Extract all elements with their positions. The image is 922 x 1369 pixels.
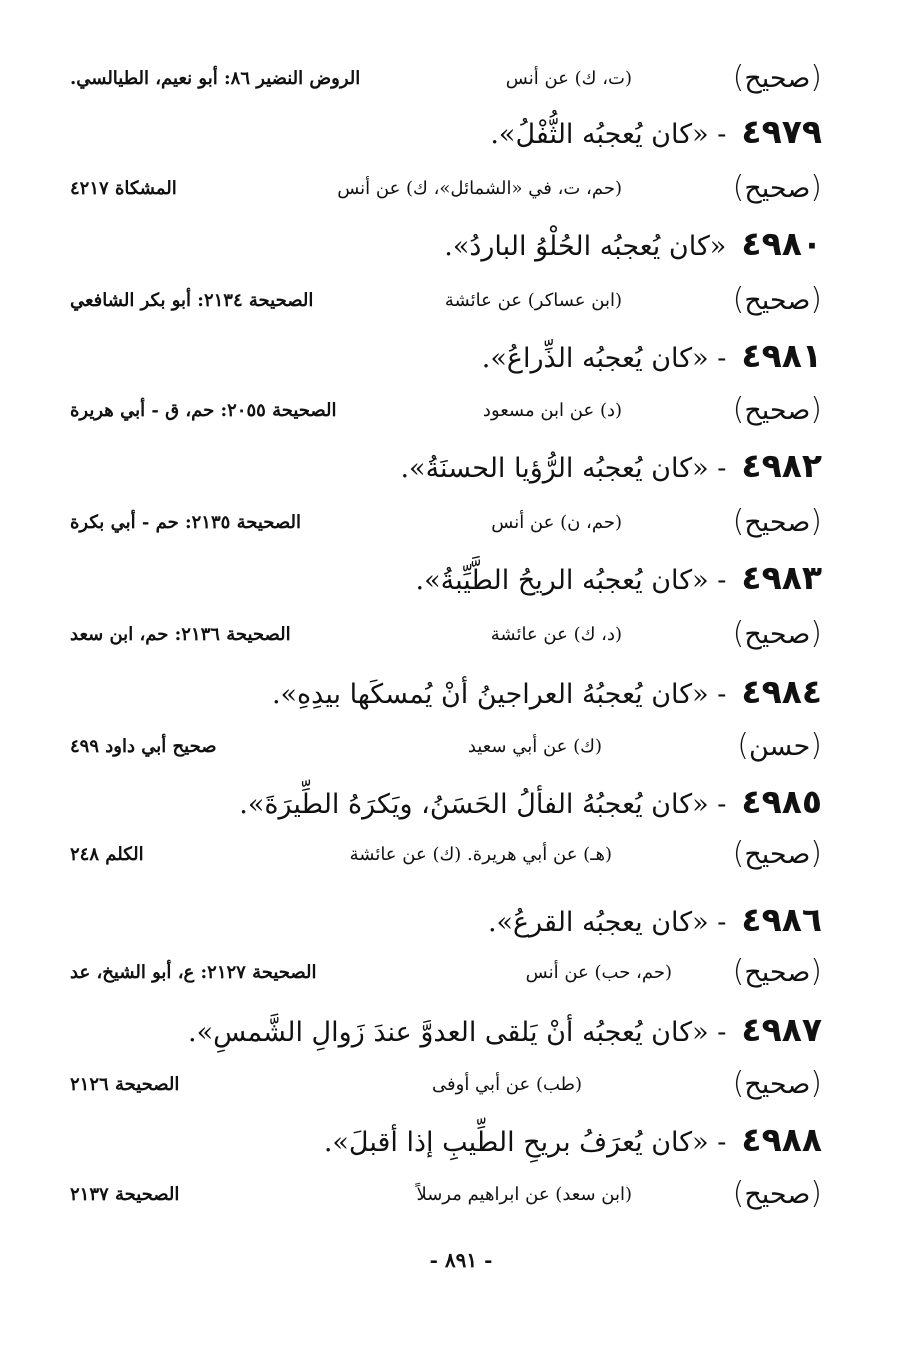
reference-text: الصحيحة ٢١٣٦: حم، ابن سعد (70, 624, 291, 645)
grade-label: (صحيح) (732, 282, 822, 317)
hadith-line (239, 782, 822, 838)
grade-label: (صحيح) (732, 1066, 822, 1101)
hadith-line (188, 1010, 822, 1066)
reference-text: الصحيحة ٢١٣٥: حم - أبي بكرة (70, 512, 301, 533)
hadith-number: ٤٩٧٩ (741, 112, 822, 151)
source-text: (ابن سعد) عن ابراهيم مرسلاً (416, 1184, 632, 1205)
grade-label: (صحيح) (732, 170, 822, 205)
source-text: (ت، ك) عن أنس (505, 68, 632, 89)
hadith-line (416, 558, 822, 614)
source-row (70, 168, 822, 212)
source-row (70, 58, 822, 102)
source-row (70, 834, 822, 878)
grade-label: (حسن) (737, 728, 822, 763)
reference-text: الصحيحة ٢١٢٧: ع، أبو الشيخ، عد (70, 962, 317, 983)
source-row (70, 280, 822, 324)
hadith-text: - «كان يُعجبُه الريحُ الطَّيِّبةُ». (415, 565, 727, 596)
hadith-number: ٤٩٨٣ (741, 558, 822, 597)
hadith-line (482, 336, 822, 392)
source-text: (حم، حب) عن أنس (525, 962, 672, 983)
reference-text: الصحيحة ٢١٣٧ (70, 1184, 180, 1205)
source-row (70, 952, 822, 996)
hadith-number: ٤٩٨٤ (741, 672, 822, 711)
hadith-line (490, 112, 822, 168)
hadith-text: - «كان يُعجبُه الرُّؤيا الحسنَةُ». (400, 453, 727, 484)
hadith-number: ٤٩٨١ (741, 336, 822, 375)
source-text: (طب) عن أبي أوفى (432, 1074, 582, 1095)
hadith-text: - «كان يُعجبُهُ العراجينُ أنْ يُمسكَها بيدِهِ». (271, 679, 727, 710)
hadith-text: «كان يُعجبُه الحُلْوُ الباردُ». (444, 231, 727, 262)
hadith-number: ٤٩٨٠ (741, 224, 822, 263)
reference-text: الكلم ٢٤٨ (70, 844, 144, 865)
page-number: - ٨٩١ - (429, 1248, 493, 1272)
grade-label: (صحيح) (732, 1176, 822, 1211)
hadith-line (272, 672, 822, 728)
source-text: (هـ) عن أبي هريرة. (ك) عن عائشة (349, 844, 612, 865)
source-row (70, 1174, 822, 1218)
hadith-line (444, 224, 822, 280)
hadith-number: ٤٩٨٨ (741, 1120, 822, 1159)
source-row (70, 390, 822, 434)
source-row (70, 502, 822, 546)
source-row (70, 614, 822, 658)
grade-label: (صحيح) (732, 954, 822, 989)
hadith-text: - «كان يُعجبُه الذِّراعُ». (481, 343, 727, 374)
grade-label: (صحيح) (732, 616, 822, 651)
hadith-text: - «كان يُعرَفُ بريحِ الطِّيبِ إذا أقبلَ». (323, 1127, 727, 1158)
reference-text: الروض النضير ٨٦: أبو نعيم، الطيالسي. (70, 68, 361, 89)
hadith-number: ٤٩٨٥ (741, 782, 822, 821)
reference-text: الصحيحة ٢١٢٦ (70, 1074, 180, 1095)
source-row (70, 1064, 822, 1108)
hadith-number: ٤٩٨٦ (741, 900, 822, 939)
hadith-text: - «كان يعجبُه القرعُ». (487, 907, 727, 938)
reference-text: المشكاة ٤٢١٧ (70, 178, 177, 199)
hadith-line (324, 1120, 822, 1176)
hadith-line (488, 900, 822, 956)
grade-label: (صحيح) (732, 504, 822, 539)
hadith-text: - «كان يُعجبُه الثُّفْلُ». (490, 119, 727, 150)
hadith-number: ٤٩٨٢ (741, 446, 822, 485)
grade-label: (صحيح) (732, 60, 822, 95)
reference-text: الصحيحة ٢٠٥٥: حم، ق - أبي هريرة (70, 400, 337, 421)
hadith-number: ٤٩٨٧ (741, 1010, 822, 1049)
grade-label: (صحيح) (732, 392, 822, 427)
source-text: (ابن عساكر) عن عائشة (444, 290, 622, 311)
source-text: (حم، ن) عن أنس (491, 512, 622, 533)
source-text: (د) عن ابن مسعود (482, 400, 622, 421)
source-text: (ك) عن أبي سعيد (467, 736, 602, 757)
reference-text: صحيح أبي داود ٤٩٩ (70, 736, 217, 757)
hadith-line (400, 446, 822, 502)
source-text: (حم، ت، في «الشمائل»، ك) عن أنس (337, 178, 622, 199)
grade-label: (صحيح) (732, 836, 822, 871)
source-row (70, 726, 822, 770)
hadith-text: - «كان يُعجبُهُ الفألُ الحَسَنُ، ويَكرَهُ الطِّيرَةَ». (239, 789, 727, 820)
source-text: (د، ك) عن عائشة (490, 624, 622, 645)
reference-text: الصحيحة ٢١٣٤: أبو بكر الشافعي (70, 290, 314, 311)
hadith-text: - «كان يُعجبُه أنْ يَلقى العدوَّ عندَ زَوالِ الشَّمسِ». (188, 1017, 727, 1048)
